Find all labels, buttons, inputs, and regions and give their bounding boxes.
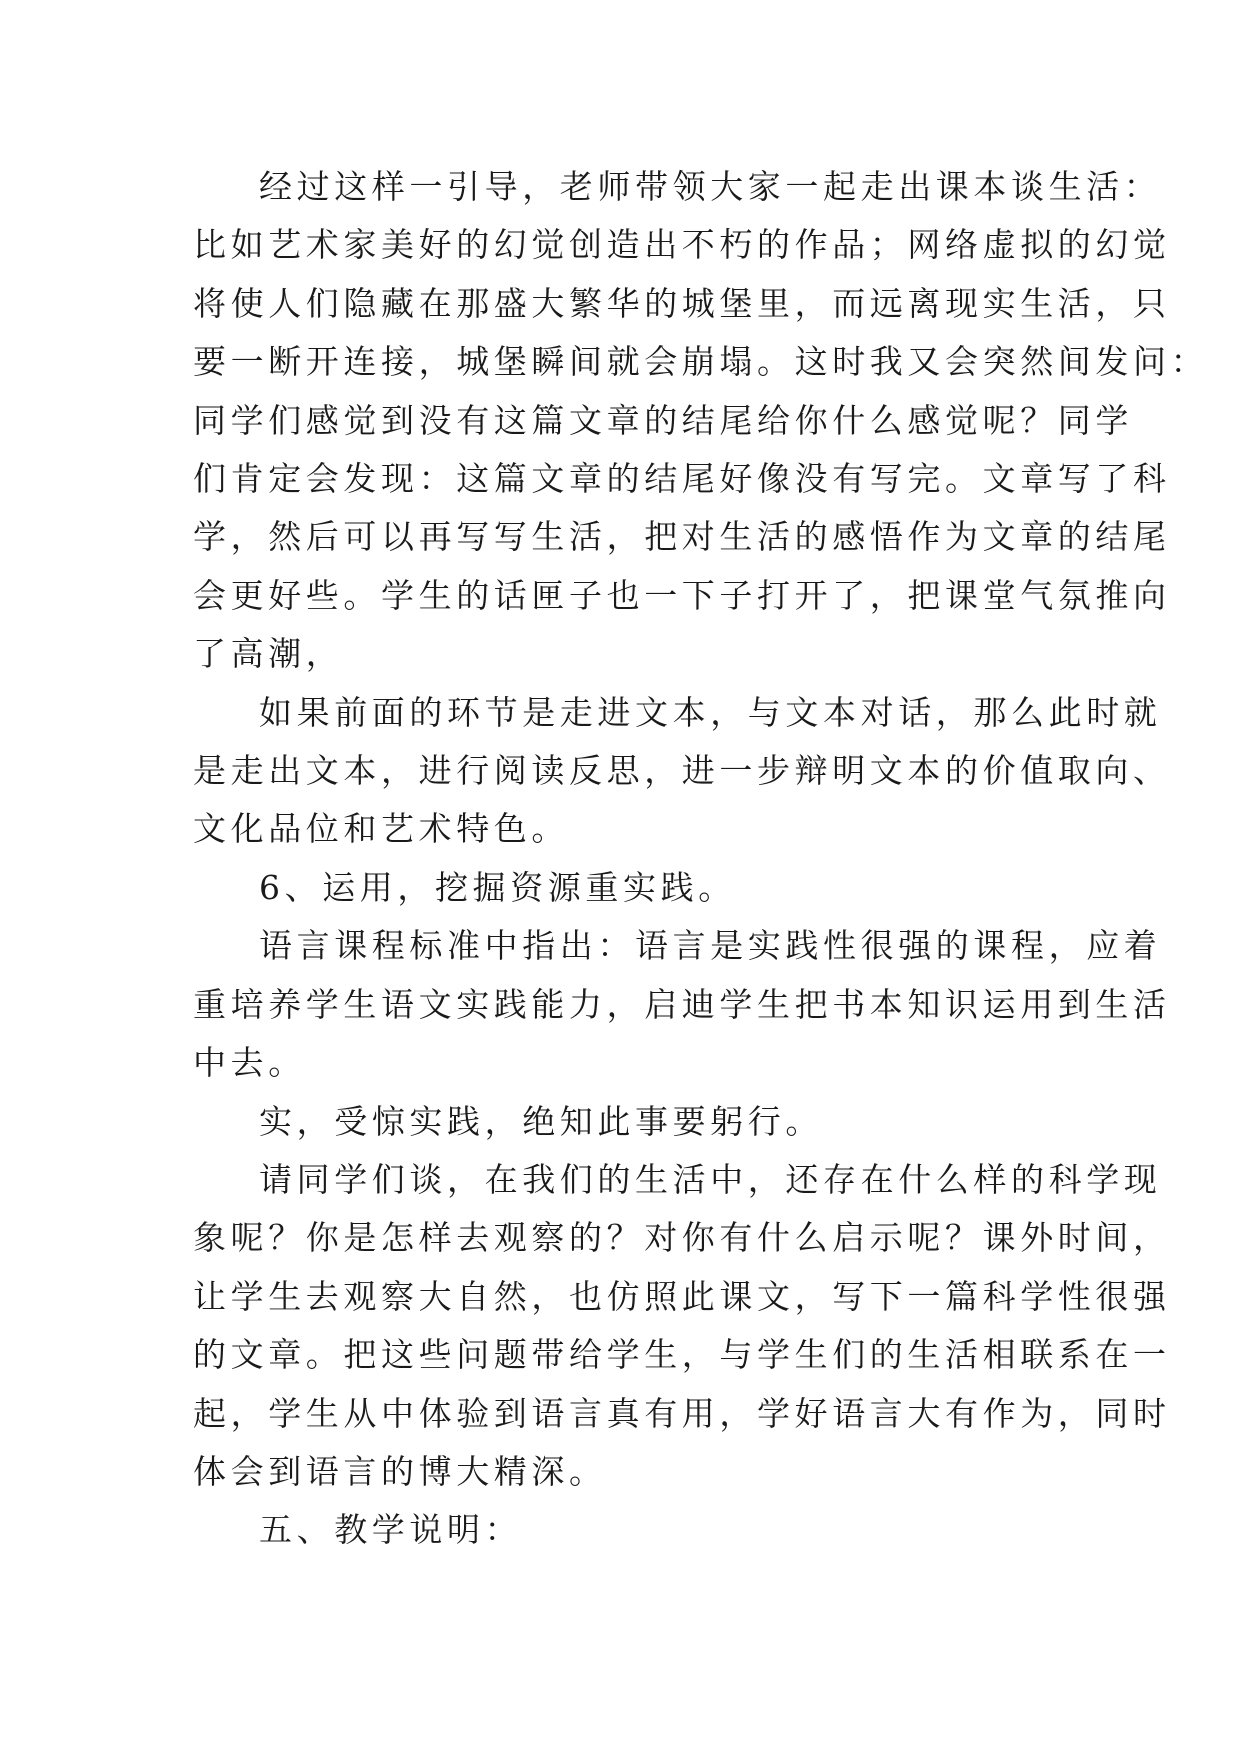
text-line: 要一断开连接，城堡瞬间就会崩塌。这时我又会突然间发问： <box>193 342 1209 382</box>
text-line: 实，受惊实践，绝知此事要躬行。 <box>259 1101 823 1141</box>
text-line: 比如艺术家美好的幻觉创造出不朽的作品；网络虚拟的幻觉 <box>193 225 1171 265</box>
text-line: 们肯定会发现：这篇文章的结尾好像没有写完。文章写了科 <box>193 459 1171 499</box>
text-line: 同学们感觉到没有这篇文章的结尾给你什么感觉呢？同学 <box>193 400 1133 440</box>
text-line: 起，学生从中体验到语言真有用，学好语言大有作为，同时 <box>193 1393 1171 1433</box>
paragraph-4 <box>193 1093 1065 1151</box>
paragraph-1 <box>193 158 1209 684</box>
text-line: 将使人们隐藏在那盛大繁华的城堡里，而远离现实生活，只 <box>193 283 1171 323</box>
text-line: 是走出文本，进行阅读反思，进一步辩明文本的价值取向、 <box>193 751 1171 791</box>
heading-line: 五、教学说明： <box>259 1510 523 1550</box>
section-heading-6 <box>193 859 1065 917</box>
text-line: 体会到语言的博大精深。 <box>193 1451 607 1491</box>
text-line: 语言课程标准中指出：语言是实践性很强的课程，应着 <box>259 926 1162 966</box>
text-line: 学，然后可以再写写生活，把对生活的感悟作为文章的结尾 <box>193 517 1171 557</box>
text-line: 文化品位和艺术特色。 <box>193 809 569 849</box>
text-line: 让学生去观察大自然，也仿照此课文，写下一篇科学性很强 <box>193 1276 1171 1316</box>
text-line: 会更好些。学生的话匣子也一下子打开了，把课堂气氛推向 <box>193 575 1171 615</box>
text-line: 象呢？你是怎样去观察的？对你有什么启示呢？课外时间， <box>193 1218 1171 1258</box>
text-line: 重培养学生语文实践能力，启迪学生把书本知识运用到生活 <box>193 984 1171 1024</box>
text-line: 了高潮， <box>193 634 344 674</box>
heading-line: 6、运用，挖掘资源重实践。 <box>259 867 736 907</box>
paragraph-5 <box>193 1151 1171 1501</box>
document-body <box>193 158 1209 1560</box>
text-line: 如果前面的环节是走进文本，与文本对话，那么此时就 <box>259 692 1162 732</box>
section-heading-five <box>193 1501 1065 1559</box>
text-line: 请同学们谈，在我们的生活中，还存在什么样的科学现 <box>259 1159 1162 1199</box>
paragraph-2 <box>193 684 1171 859</box>
text-line: 中去。 <box>193 1043 306 1083</box>
text-line: 的文章。把这些问题带给学生，与学生们的生活相联系在一 <box>193 1335 1171 1375</box>
paragraph-3 <box>193 917 1171 1092</box>
text-line: 经过这样一引导，老师带领大家一起走出课本谈生活： <box>259 167 1162 206</box>
